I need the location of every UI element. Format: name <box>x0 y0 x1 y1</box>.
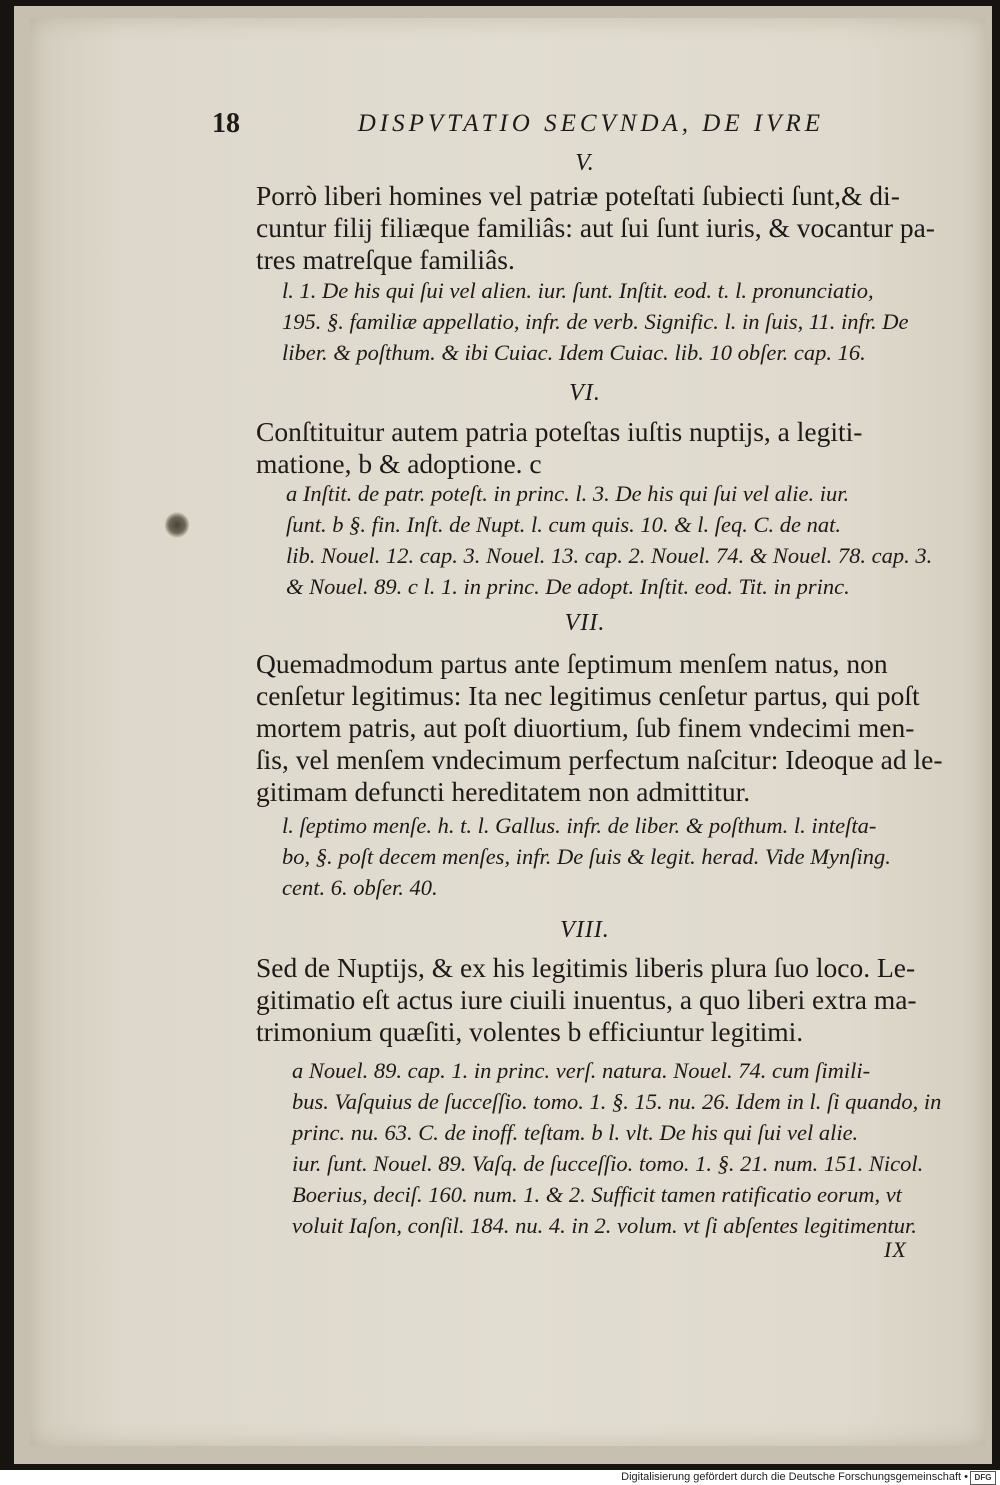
text-line: cenſetur legitimus: Ita nec legitimus cenſetur partus, qui poſt <box>256 680 920 711</box>
note-line: bus. Vaſquius de ſucceſſio. tomo. 1. §. 15. nu. 26. Idem in l. ſi quando, in <box>292 1089 942 1114</box>
note-line: lib. Nouel. 12. cap. 3. Nouel. 13. cap. 2. Nouel. 74. & Nouel. 78. cap. 3. <box>286 543 933 568</box>
running-head: DISPVTATIO SECVNDA, DE IVRE <box>357 110 824 137</box>
text-line: Porrò liberi homines vel patriæ poteſtati ſubiecti ſunt,& di- <box>256 180 900 211</box>
note-line: Boerius, deciſ. 160. num. 1. & 2. Sufficit tamen ratificatio eorum, vt <box>292 1182 902 1207</box>
note-line: princ. nu. 63. C. de inoff. teſtam. b l. vlt. De his qui ſui vel alie. <box>292 1120 859 1145</box>
note-line: liber. & poſthum. & ibi Cuiac. Idem Cuiac. lib. 10 obſer. cap. 16. <box>282 340 866 365</box>
digitization-credit: Digitalisierung gefördert durch die Deutsche Forschungsgemeinschaft • <box>621 1471 968 1483</box>
note-line: cent. 6. obſer. 40. <box>282 875 438 900</box>
note-line: 195. §. familiæ appellatio, infr. de verb. Signific. l. in ſuis, 11. infr. De <box>282 309 909 334</box>
note-line: l. ſeptimo menſe. h. t. l. Gallus. infr. de liber. & poſthum. l. inteſta- <box>282 813 877 838</box>
text-line: tres matreſque familiâs. <box>256 244 515 275</box>
note-line: & Nouel. 89. c l. 1. in princ. De adopt. Inſtit. eod. Tit. in princ. <box>286 574 850 599</box>
section-numeral: VII. <box>564 610 606 636</box>
section-numeral: VI. <box>569 380 601 406</box>
note-line: a Nouel. 89. cap. 1. in princ. verſ. natura. Nouel. 74. cum ſimili- <box>292 1058 871 1083</box>
section-numeral: V. <box>575 150 595 176</box>
text-line: cuntur filij filiæque familiâs: aut ſui ſunt iuris, & vocantur pa- <box>256 212 935 243</box>
text-line: Quemadmodum partus ante ſeptimum menſem natus, non <box>256 648 888 679</box>
text-line: gitimatio eſt actus iure ciuili inuentus, a quo liberi extra ma- <box>256 984 917 1015</box>
note-line: iur. ſunt. Nouel. 89. Vaſq. de ſucceſſio. tomo. 1. §. 21. num. 151. Nicol. <box>292 1151 924 1176</box>
catchword: IX <box>884 1237 907 1262</box>
note-line: bo, §. poſt decem menſes, infr. De ſuis & legit. herad. Vide Mynſing. <box>282 844 891 869</box>
text-line: gitimam defuncti hereditatem non admittitur. <box>256 776 751 807</box>
text-line: Sed de Nuptijs, & ex his legitimis liberis plura ſuo loco. Le- <box>256 952 916 983</box>
text-line: trimonium quæſiti, volentes b efficiuntur legitimi. <box>256 1016 804 1047</box>
section-text <box>256 416 946 480</box>
section-note <box>282 810 922 903</box>
section-note <box>282 275 922 368</box>
footer-bar <box>0 1470 1000 1484</box>
note-line: l. 1. De his qui ſui vel alien. iur. ſunt. Inſtit. eod. t. l. pronunciatio, <box>282 278 874 303</box>
text-line: mortem patris, aut poſt diuortium, ſub finem vndecimi men- <box>256 712 915 743</box>
section-text <box>256 180 946 276</box>
text-line: matione, b & adoptione. c <box>256 448 542 479</box>
section-text <box>256 648 946 808</box>
ink-stain <box>165 512 189 538</box>
note-line: ſunt. b §. fin. Inſt. de Nupt. l. cum quis. 10. & l. ſeq. C. de nat. <box>286 512 841 537</box>
text-line: ſis, vel menſem vndecimum perfectum naſcitur: Ideoque ad le- <box>256 744 943 775</box>
section-text <box>256 952 946 1048</box>
section-note <box>292 1055 942 1241</box>
text-line: Conſtituitur autem patria poteſtas iuſtis nuptijs, a legiti- <box>256 416 863 447</box>
section-numeral: VIII. <box>560 917 610 943</box>
note-line: voluit Iaſon, conſil. 184. nu. 4. in 2. volum. vt ſi abſentes legitimentur. <box>292 1213 917 1238</box>
note-line: a Inſtit. de patr. poteſt. in princ. l. 3. De his qui ſui vel alie. iur. <box>286 481 850 506</box>
page-header <box>212 108 824 144</box>
section-note <box>286 478 933 602</box>
dfg-logo: DFG <box>970 1471 996 1485</box>
page-number: 18 <box>212 108 240 139</box>
